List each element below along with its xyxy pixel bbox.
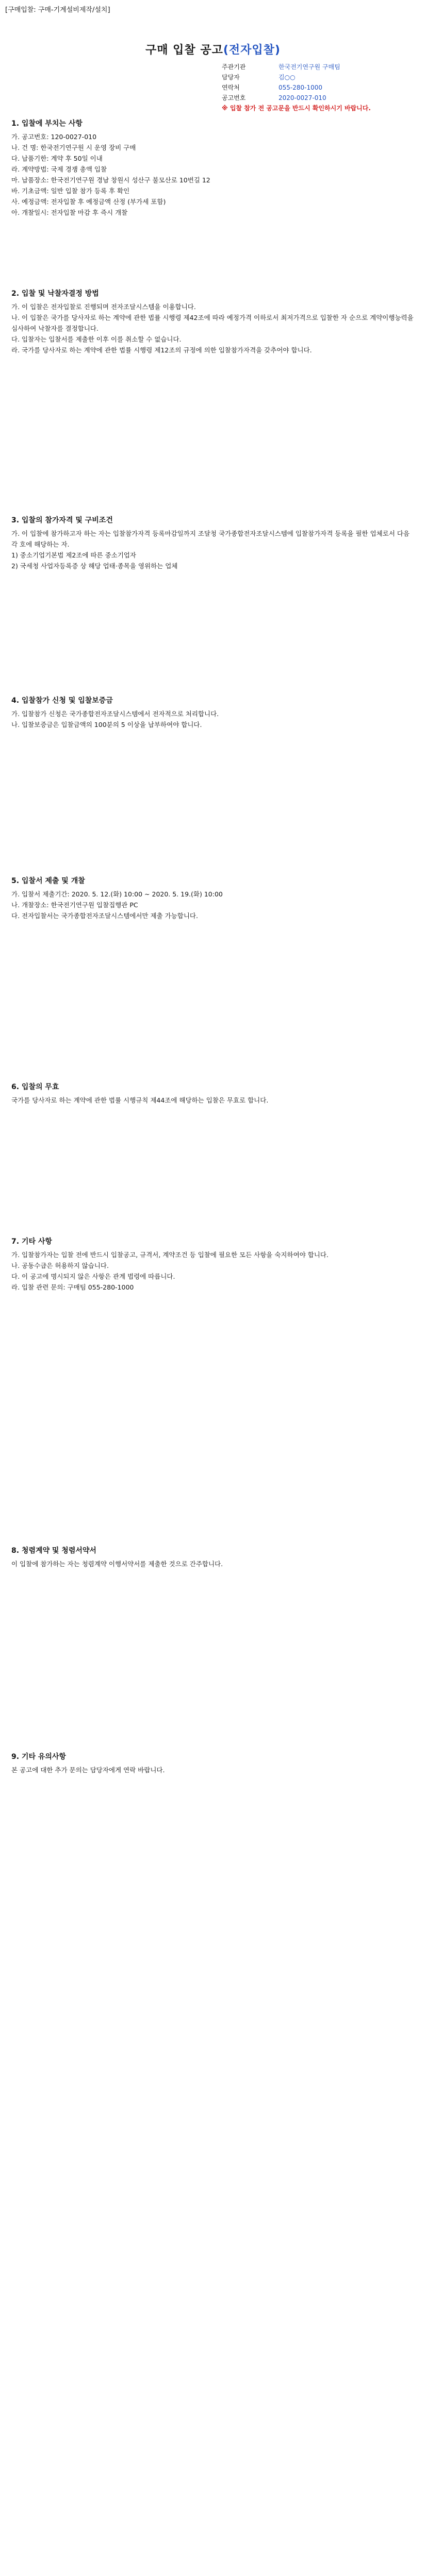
section-heading: 2. 입찰 및 낙찰자결정 방법 <box>11 290 99 298</box>
section-line: 가. 입찰참가 신청은 국가종합전자조달시스템에서 전자적으로 처리합니다. <box>11 710 219 718</box>
page-title <box>0 41 426 57</box>
section-9 <box>11 1752 414 1775</box>
category-tag: [구매입찰: 구매-기계설비제작/설치] <box>5 6 110 14</box>
section-line: 가. 이 입찰에 참가하고자 하는 자는 입찰참가자격 등록마감일까지 조달청 국가종합전자조달시스템에 입찰참가자격 등록을 필한 업체로서 다음 각 호에 해당하는 자. <box>11 530 410 548</box>
section-line: 1) 중소기업기본법 제2조에 따른 중소기업자 <box>11 551 136 559</box>
meta-key: 공고번호 <box>222 94 246 101</box>
section-heading: 8. 청렴계약 및 청렴서약서 <box>11 1547 96 1555</box>
section-line: 나. 이 입찰은 국가를 당사자로 하는 계약에 관한 법률 시행령 제42조에 따라 예정가격 이하로서 최저가격으로 입찰한 자 순으로 계약이행능력을 심사하여 낙찰자를 결정합니다. <box>11 314 414 332</box>
section-2 <box>11 289 414 355</box>
section-heading: 3. 입찰의 참가자격 및 구비조건 <box>11 516 113 524</box>
meta-box <box>222 62 418 113</box>
section-line: 나. 개찰장소: 한국전기연구원 입찰집행관 PC <box>11 901 138 909</box>
section-line: 가. 입찰참가자는 입찰 전에 반드시 입찰공고, 규격서, 계약조건 등 입찰에 필요한 모든 사항을 숙지하여야 합니다. <box>11 1251 329 1259</box>
section-line: 나. 입찰보증금은 입찰금액의 100분의 5 이상을 납부하여야 합니다. <box>11 721 202 728</box>
section-line: 다. 전자입찰서는 국가종합전자조달시스템에서만 제출 가능합니다. <box>11 912 198 920</box>
meta-key: 담당자 <box>222 74 240 81</box>
meta-row <box>222 62 418 72</box>
section-heading: 6. 입찰의 무효 <box>11 1083 59 1091</box>
section-line: 2) 국세청 사업자등록증 상 해당 업태·종목을 영위하는 업체 <box>11 562 178 570</box>
meta-row <box>222 82 418 93</box>
meta-row <box>222 72 418 82</box>
section-heading: 7. 기타 사항 <box>11 1238 52 1246</box>
section-heading: 9. 기타 유의사항 <box>11 1753 66 1761</box>
section-line: 다. 이 공고에 명시되지 않은 사항은 관계 법령에 따릅니다. <box>11 1273 175 1280</box>
section-line: 가. 입찰서 제출기간: 2020. 5. 12.(화) 10:00 ~ 2020. 5. 19.(화) 10:00 <box>11 890 223 898</box>
title-prefix: 구매 입찰 공고 <box>145 44 223 57</box>
section-1 <box>11 118 414 218</box>
section-line: 아. 개찰일시: 전자입찰 마감 후 즉시 개찰 <box>11 209 128 216</box>
section-line: 라. 입찰 관련 문의: 구매팀 055-280-1000 <box>11 1283 134 1291</box>
section-line: 바. 기초금액: 일반 입찰 참가 등록 후 확인 <box>11 187 130 195</box>
section-8 <box>11 1546 414 1569</box>
meta-note: ※ 입찰 참가 전 공고문을 반드시 확인하시기 바랍니다. <box>222 105 371 112</box>
section-7 <box>11 1236 414 1293</box>
section-heading: 4. 입찰참가 신청 및 입찰보증금 <box>11 697 113 705</box>
section-line: 사. 예정금액: 전자입찰 후 예정금액 산정 (부가세 포함) <box>11 198 166 206</box>
meta-key: 주관기관 <box>222 63 246 71</box>
section-line: 라. 국가를 당사자로 하는 계약에 관한 법률 시행령 제12조의 규정에 의한 입찰참가자격을 갖추어야 합니다. <box>11 346 312 354</box>
section-line: 나. 건 명: 한국전기연구원 시 운영 장비 구매 <box>11 144 136 151</box>
section-line: 가. 이 입찰은 전자입찰로 진행되며 전자조달시스템을 이용합니다. <box>11 303 196 311</box>
section-3 <box>11 515 414 571</box>
title-suffix: (전자입찰) <box>223 44 281 57</box>
section-6 <box>11 1082 414 1106</box>
section-5 <box>11 876 414 921</box>
meta-value: 김○○ <box>278 74 296 81</box>
section-line: 나. 공동수급은 허용하지 않습니다. <box>11 1262 109 1269</box>
section-line: 마. 납품장소: 한국전기연구원 경남 창원시 성산구 불모산로 10번길 12 <box>11 176 210 184</box>
meta-key: 연락처 <box>222 84 240 91</box>
meta-value: 2020-0027-010 <box>278 94 326 101</box>
meta-value: 055-280-1000 <box>278 84 323 91</box>
section-line: 다. 납품기한: 계약 후 50일 이내 <box>11 155 103 162</box>
meta-row <box>222 93 418 103</box>
section-line: 다. 입찰자는 입찰서를 제출한 이후 이를 취소할 수 없습니다. <box>11 335 182 343</box>
section-heading: 1. 입찰에 부치는 사항 <box>11 120 83 128</box>
section-line: 본 공고에 대한 추가 문의는 담당자에게 연락 바랍니다. <box>11 1766 165 1774</box>
section-4 <box>11 696 414 730</box>
section-line: 이 입찰에 참가하는 자는 청렴계약 이행서약서를 제출한 것으로 간주합니다. <box>11 1560 223 1568</box>
section-line: 가. 공고번호: 120-0027-010 <box>11 133 97 141</box>
section-line: 국가를 당사자로 하는 계약에 관한 법률 시행규칙 제44조에 해당하는 입찰은 무효로 합니다. <box>11 1096 269 1104</box>
section-line: 라. 계약방법: 국제 경쟁 총액 입찰 <box>11 165 107 173</box>
meta-value: 한국전기연구원 구매팀 <box>278 63 340 71</box>
section-heading: 5. 입찰서 제출 및 개찰 <box>11 877 85 885</box>
